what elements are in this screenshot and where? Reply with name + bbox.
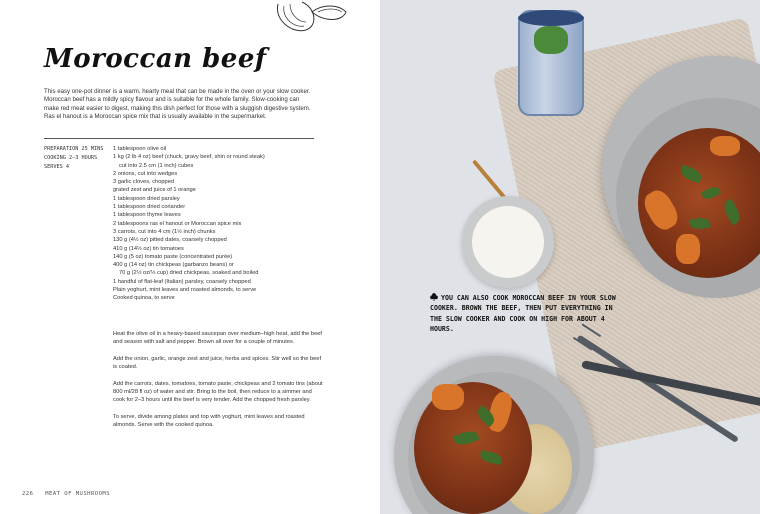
tip-text: YOU CAN ALSO COOK MOROCCAN BEEF IN YOUR SLOW COOKER. BROWN THE BEEF, THEN PUT EVERYTHING IN THE SLOW COOKER AND COOK ON HIGH FOR ABOUT 4 HOURS. [430, 294, 616, 334]
ingredient: Cooked quinoa, to serve [113, 295, 175, 302]
page-footer [22, 491, 110, 497]
ingredient: Plain yoghurt, mint leaves and roasted almonds, to serve [113, 287, 257, 294]
cook-time: COOKING 2–3 HOURS [44, 155, 98, 161]
recipe-meta [44, 145, 114, 172]
section-name: MEAT OF MUSHROOMS [45, 491, 111, 497]
ingredient: 400 g (14 oz) tin chickpeas (garbanzo beans) or [113, 262, 234, 269]
servings: SERVES 4 [44, 164, 69, 170]
method-step: Add the carrots, dates, tomatoes, tomato paste, chickpeas and 2 tomato tins (about 800 ml/28 fl oz) of water and stir. Bring to the boil, then reduce to a simmer and cook for 2–3 hours until the beef is very tender. Add the chopped fresh parsley. [113, 380, 323, 404]
method-steps [113, 330, 323, 438]
recipe-title: Moroccan beef [44, 44, 267, 74]
carrot-piece [676, 234, 700, 264]
divider [44, 138, 314, 139]
ingredient: 130 g (4½ oz) pitted dates, coarsely chopped [113, 237, 227, 244]
ingredient: 410 g (14½ oz) tin tomatoes [113, 245, 184, 252]
glass-rim [518, 10, 584, 26]
ingredient: 1 tablespoon dried coriander [113, 204, 186, 211]
mint-sprig [534, 26, 568, 54]
clover-bullet-icon [430, 293, 438, 301]
yoghurt [472, 206, 544, 278]
method-step: Add the onion, garlic, orange zest and juice, herbs and spices. Stir well so the beef is coated. [113, 355, 322, 371]
ingredient: 1 kg (2 lb 4 oz) beef (chuck, gravy beef, shin or round steak) [113, 154, 265, 161]
ingredient: 2 tablespoons ras el hanout or Moroccan spice mix [113, 220, 242, 227]
ingredient: 3 garlic cloves, chopped [113, 179, 175, 186]
ingredient: grated zest and juice of 1 orange [113, 187, 196, 194]
carrot-piece [710, 136, 740, 156]
ingredient: 1 handful of flat-leaf (Italian) parsley, coarsely chopped [113, 278, 251, 285]
ingredient: 2 onions, cut into wedges [113, 170, 178, 177]
ingredient: 3 carrots, cut into 4 cm (1½ inch) chunks [113, 228, 216, 235]
onion-illustration-icon [272, 0, 352, 36]
carrot-piece [432, 384, 464, 410]
method-step: To serve, divide among plates and top with yoghurt, mint leaves and roasted almonds. Serve with the cooked quinoa. [113, 413, 305, 429]
ingredient: 1 tablespoon thyme leaves [113, 212, 181, 219]
cooking-tip [430, 293, 616, 335]
ingredient-list [113, 145, 323, 303]
ingredient: 140 g (5 oz) tomato paste (concentrated purée) [113, 253, 233, 260]
food-photo [380, 0, 760, 514]
method-step: Heat the olive oil in a heavy-based saucepan over medium–high heat, add the beef and season with salt and pepper. Brown all over for a couple of minutes. [113, 331, 322, 346]
ingredient: 1 tablespoon olive oil [113, 146, 167, 152]
prep-time: PREPARATION 25 MINS [44, 146, 104, 152]
recipe-intro: This easy one-pot dinner is a warm, hearty meal that can be made in the oven or your slow cooker. Moroccan beef has a mildly spicy flavour and is suitable for the whole family. Slow-cooking can make red meat easier to digest, making this dish perfect for those with a sluggish digestive system. Ras el hanout is a Moroccan spice mix that is usually available in the supermarket. [44, 88, 311, 120]
ingredient: 70 g (2½ oz/⅓ cup) dried chickpeas, soaked and boiled [119, 270, 259, 277]
page-number: 226 [22, 491, 34, 497]
ingredient: cut into 2.5 cm (1 inch) cubes [119, 162, 194, 169]
ingredient: 1 tablespoon dried parsley [113, 195, 180, 202]
